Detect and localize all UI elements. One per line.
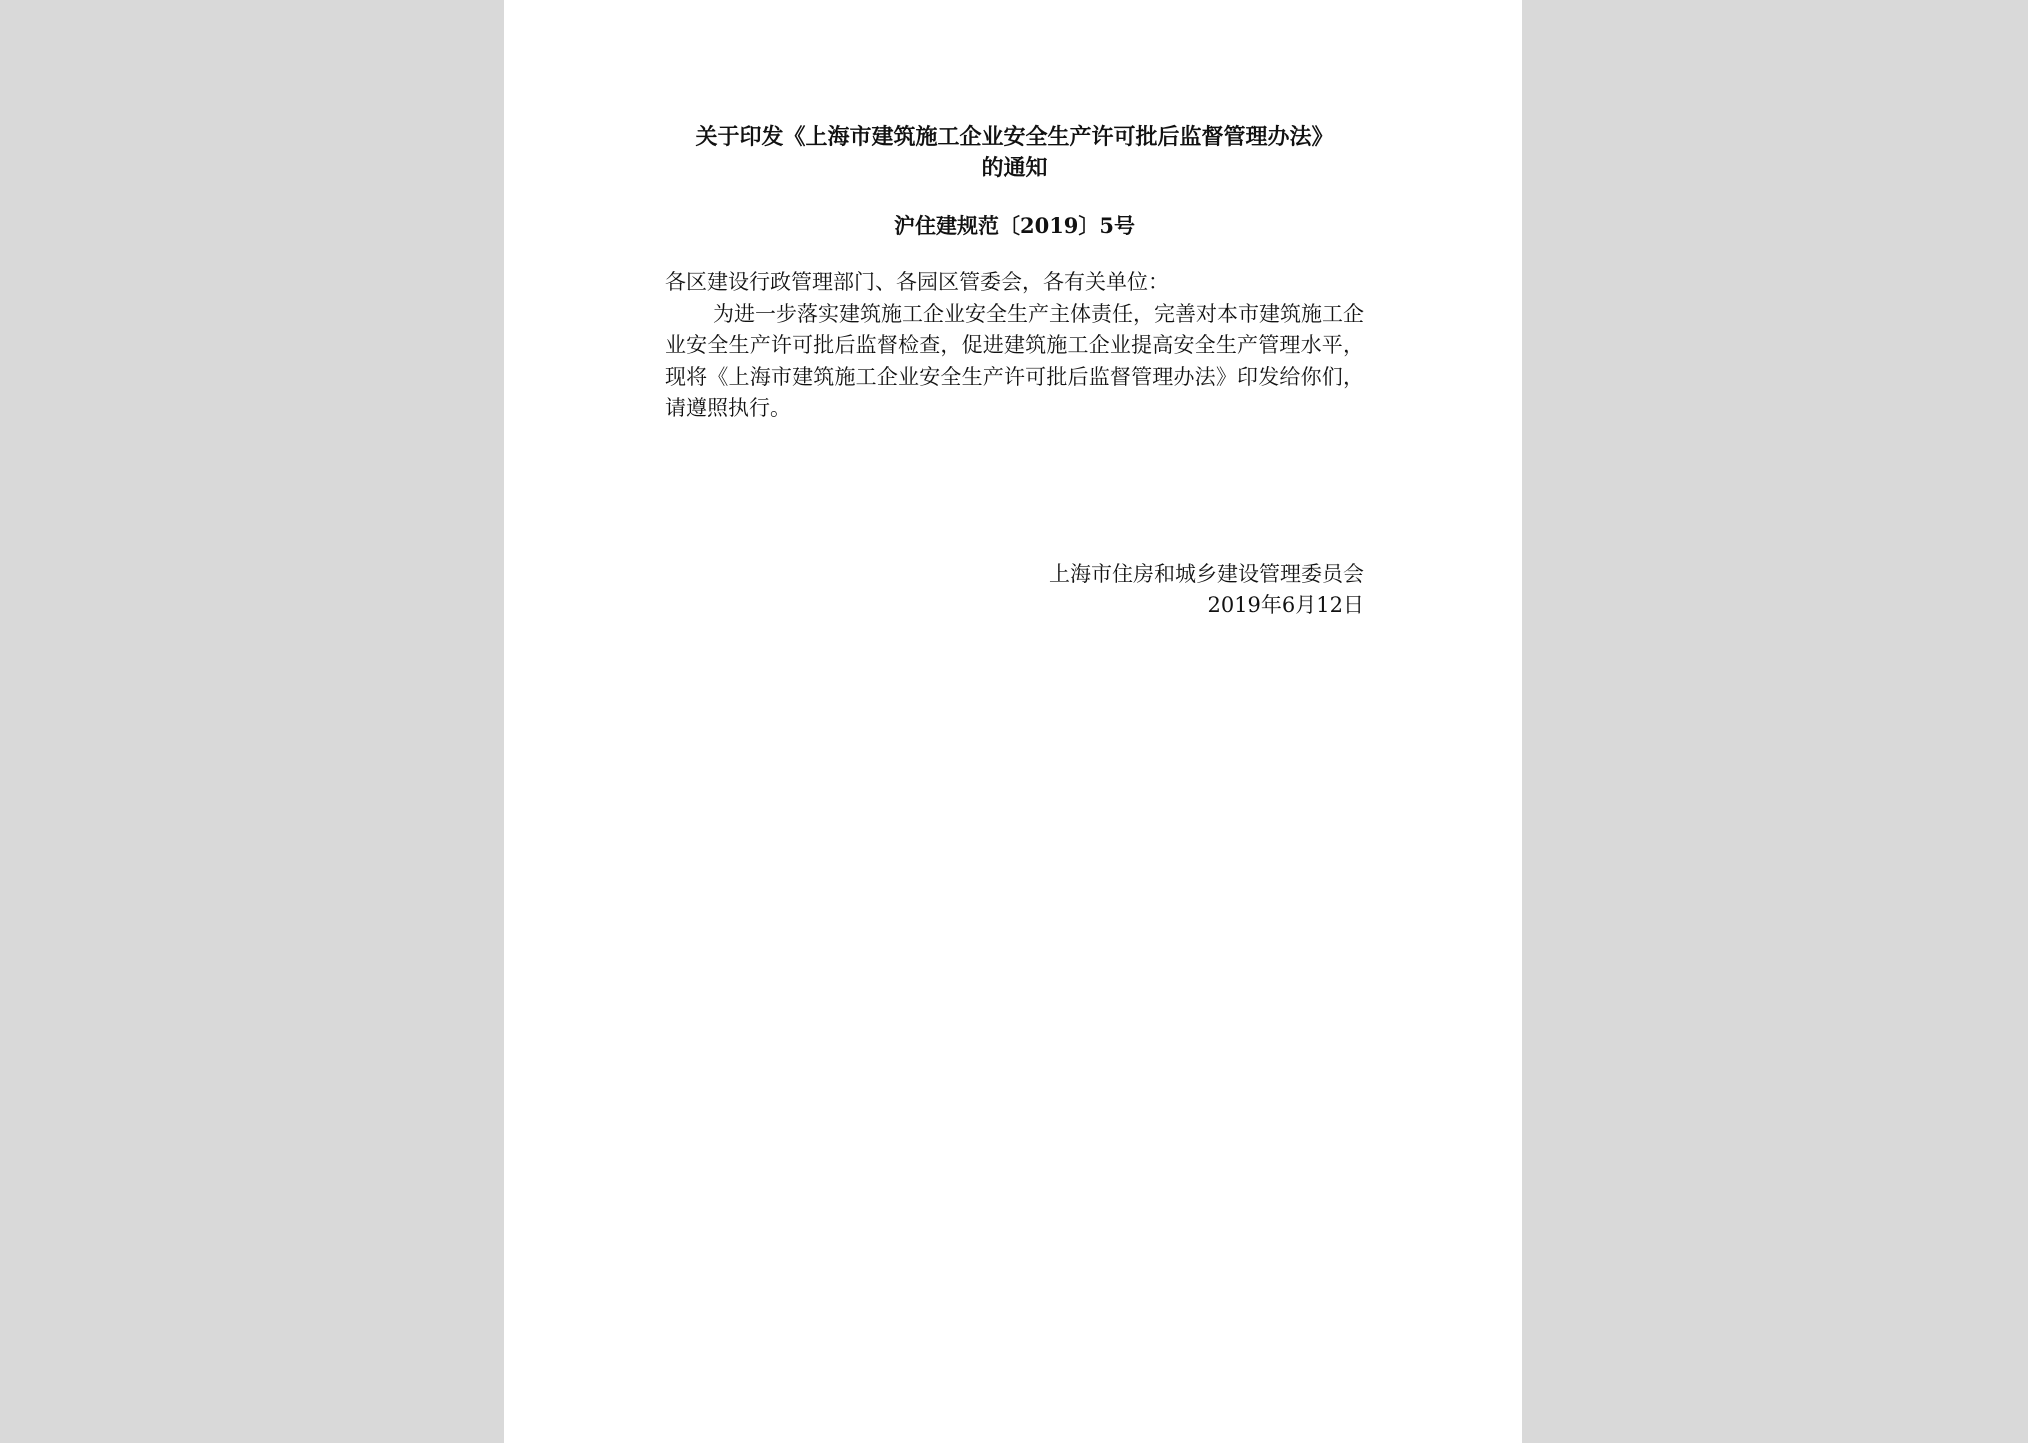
issuer-name: 上海市住房和城乡建设管理委员会 <box>1049 561 1364 586</box>
page-content <box>665 122 1364 622</box>
document-page <box>504 0 1522 1443</box>
body-paragraph: 为进一步落实建筑施工企业安全生产主体责任，完善对本市建筑施工企业安全生产许可批后监督检查，促进建筑施工企业提高安全生产管理水平，现将《上海市建筑施工企业安全生产许可批后监督管理办法》印发给你们，请遵照执行。 <box>665 301 1364 420</box>
salutation: 各区建设行政管理部门、各园区管委会，各有关单位： <box>665 270 1169 294</box>
document-title <box>665 122 1364 184</box>
signature-block <box>665 559 1364 622</box>
issue-date: 2019年6月12日 <box>1207 593 1364 617</box>
title-line-2: 的通知 <box>981 155 1048 181</box>
document-number: 沪住建规范〔2019〕5号 <box>893 213 1136 238</box>
title-line-1: 关于印发《上海市建筑施工企业安全生产许可批后监督管理办法》 <box>695 124 1334 150</box>
